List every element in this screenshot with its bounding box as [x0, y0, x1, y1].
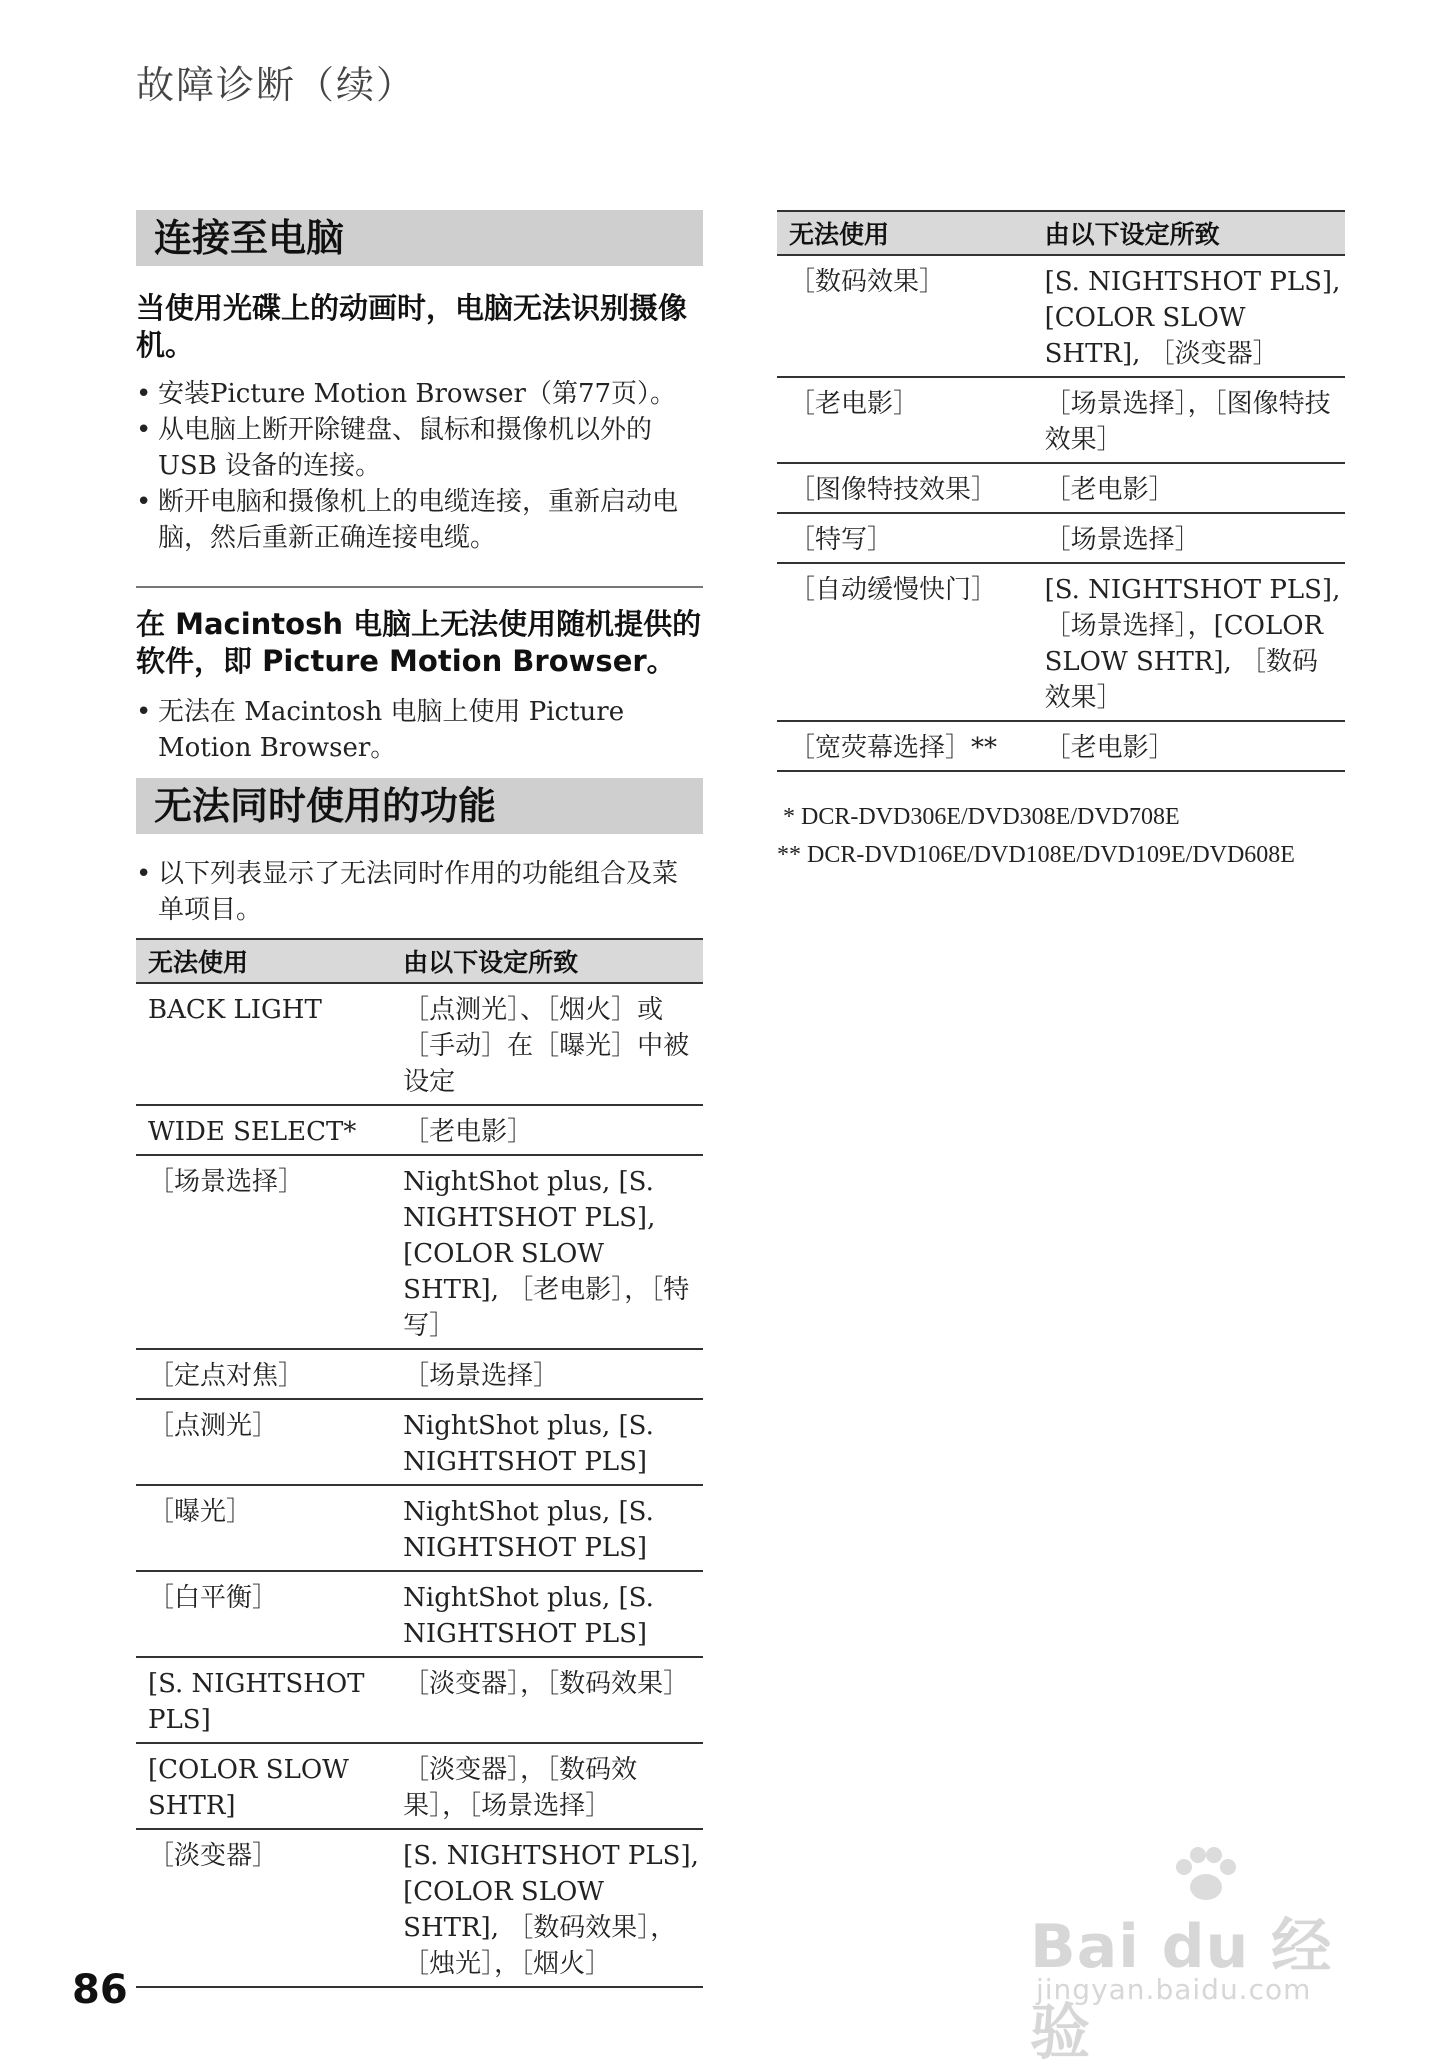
table-row: [777, 513, 1345, 563]
section-divider: [136, 586, 703, 588]
cell-unusable: BACK LIGHT: [136, 983, 391, 1105]
page-number: 86: [72, 1967, 128, 2013]
section-heading-pc: 连接至电脑: [136, 210, 703, 266]
cell-unusable: ［曝光］: [136, 1485, 391, 1571]
table-row: [777, 377, 1345, 463]
cell-unusable: ［定点对焦］: [136, 1349, 391, 1399]
bullet-item: • 以下列表显示了无法同时作用的功能组合及菜单项目。: [136, 856, 703, 928]
issue-bullets-macintosh: [136, 694, 703, 766]
cell-cause: NightShot plus, [S. NIGHTSHOT PLS]: [391, 1485, 703, 1571]
cell-unusable: ［特写］: [777, 513, 1033, 563]
cell-unusable: ［点测光］: [136, 1399, 391, 1485]
table-row: [136, 1155, 703, 1349]
cell-cause: NightShot plus, [S. NIGHTSHOT PLS]: [391, 1399, 703, 1485]
cell-cause: ［场景选择］: [391, 1349, 703, 1399]
table-row: [136, 1349, 703, 1399]
cell-unusable: [S. NIGHTSHOT PLS]: [136, 1657, 391, 1743]
right-column: [777, 210, 1345, 874]
bullet-item: • 从电脑上断开除键盘、鼠标和摄像机以外的 USB 设备的连接。: [136, 412, 703, 484]
cell-cause: ［场景选择］: [1033, 513, 1345, 563]
cell-unusable: ［宽荧幕选择］**: [777, 721, 1033, 771]
table-row: [777, 721, 1345, 771]
cell-cause: ［点测光］、［烟火］或［手动］在［曝光］中被设定: [391, 983, 703, 1105]
cell-unusable: ［淡变器］: [136, 1829, 391, 1987]
bullet-item: • 无法在 Macintosh 电脑上使用 Picture Motion Browser。: [136, 694, 703, 766]
cell-cause: NightShot plus, [S. NIGHTSHOT PLS]: [391, 1571, 703, 1657]
table-row: [136, 1743, 703, 1829]
table-header-row: [777, 211, 1345, 255]
cell-unusable: ［白平衡］: [136, 1571, 391, 1657]
cell-cause: ［场景选择］，［图像特技效果］: [1033, 377, 1345, 463]
watermark-brand: Bai du 经验: [1030, 1912, 1333, 2068]
cell-cause: [S. NIGHTSHOT PLS], [COLOR SLOW SHTR], ［数码效果］，［烛光］，［烟火］: [391, 1829, 703, 1987]
cell-unusable: [COLOR SLOW SHTR]: [136, 1743, 391, 1829]
cell-cause: ［老电影］: [1033, 721, 1345, 771]
watermark-site: jingyan.baidu.com: [1036, 1973, 1312, 2006]
cell-cause: ［老电影］: [1033, 463, 1345, 513]
column-header-cause: 由以下设定所致: [391, 939, 703, 983]
footnotes: [777, 798, 1345, 874]
table-row: [136, 1657, 703, 1743]
cell-unusable: ［场景选择］: [136, 1155, 391, 1349]
cell-unusable: ［自动缓慢快门］: [777, 563, 1033, 721]
table-row: [136, 1105, 703, 1155]
section-heading-functions: 无法同时使用的功能: [136, 778, 703, 834]
table-row: [136, 1571, 703, 1657]
cell-cause: ［淡变器］，［数码效果］: [391, 1657, 703, 1743]
bullet-item: • 断开电脑和摄像机上的电缆连接，重新启动电脑，然后重新正确连接电缆。: [136, 484, 703, 556]
issue-title-pc-recognition: 当使用光碟上的动画时，电脑无法识别摄像机。: [136, 291, 688, 362]
issue-title-macintosh: 在 Macintosh 电脑上无法使用随机提供的软件，即 Picture Motion Browser。: [136, 607, 702, 678]
table-row: [777, 563, 1345, 721]
cell-unusable: ［图像特技效果］: [777, 463, 1033, 513]
function-table-left: [136, 938, 703, 1988]
function-table-right: [777, 210, 1345, 772]
table-row: [777, 255, 1345, 377]
table-row: [777, 463, 1345, 513]
footnote-single-star: * DCR-DVD306E/DVD308E/DVD708E: [777, 804, 1180, 830]
column-header-unusable: 无法使用: [136, 939, 391, 983]
table-row: [136, 983, 703, 1105]
cell-unusable: WIDE SELECT*: [136, 1105, 391, 1155]
left-column: [136, 210, 703, 1988]
page-header: 故障诊断（续）: [136, 63, 417, 107]
column-header-cause: 由以下设定所致: [1033, 211, 1345, 255]
table-row: [136, 1485, 703, 1571]
table-header-row: [136, 939, 703, 983]
baidu-watermark: [1030, 1845, 1390, 2068]
functions-intro: [136, 856, 703, 928]
table-row: [136, 1399, 703, 1485]
issue-bullets-pc-recognition: [136, 376, 703, 556]
bullet-item: • 安装Picture Motion Browser（第77页）。: [136, 376, 703, 412]
cell-cause: NightShot plus, [S. NIGHTSHOT PLS], [COLOR SLOW SHTR], ［老电影］，［特写］: [391, 1155, 703, 1349]
cell-cause: ［淡变器］，［数码效果］，［场景选择］: [391, 1743, 703, 1829]
column-header-unusable: 无法使用: [777, 211, 1033, 255]
cell-cause: [S. NIGHTSHOT PLS], [COLOR SLOW SHTR], ［淡变器］: [1033, 255, 1345, 377]
footnote-double-star: ** DCR-DVD106E/DVD108E/DVD109E/DVD608E: [777, 842, 1295, 868]
cell-unusable: ［数码效果］: [777, 255, 1033, 377]
table-row: [136, 1829, 703, 1987]
paw-icon: [1170, 1845, 1240, 1905]
cell-unusable: ［老电影］: [777, 377, 1033, 463]
cell-cause: [S. NIGHTSHOT PLS], ［场景选择］，[COLOR SLOW SHTR], ［数码效果］: [1033, 563, 1345, 721]
cell-cause: ［老电影］: [391, 1105, 703, 1155]
